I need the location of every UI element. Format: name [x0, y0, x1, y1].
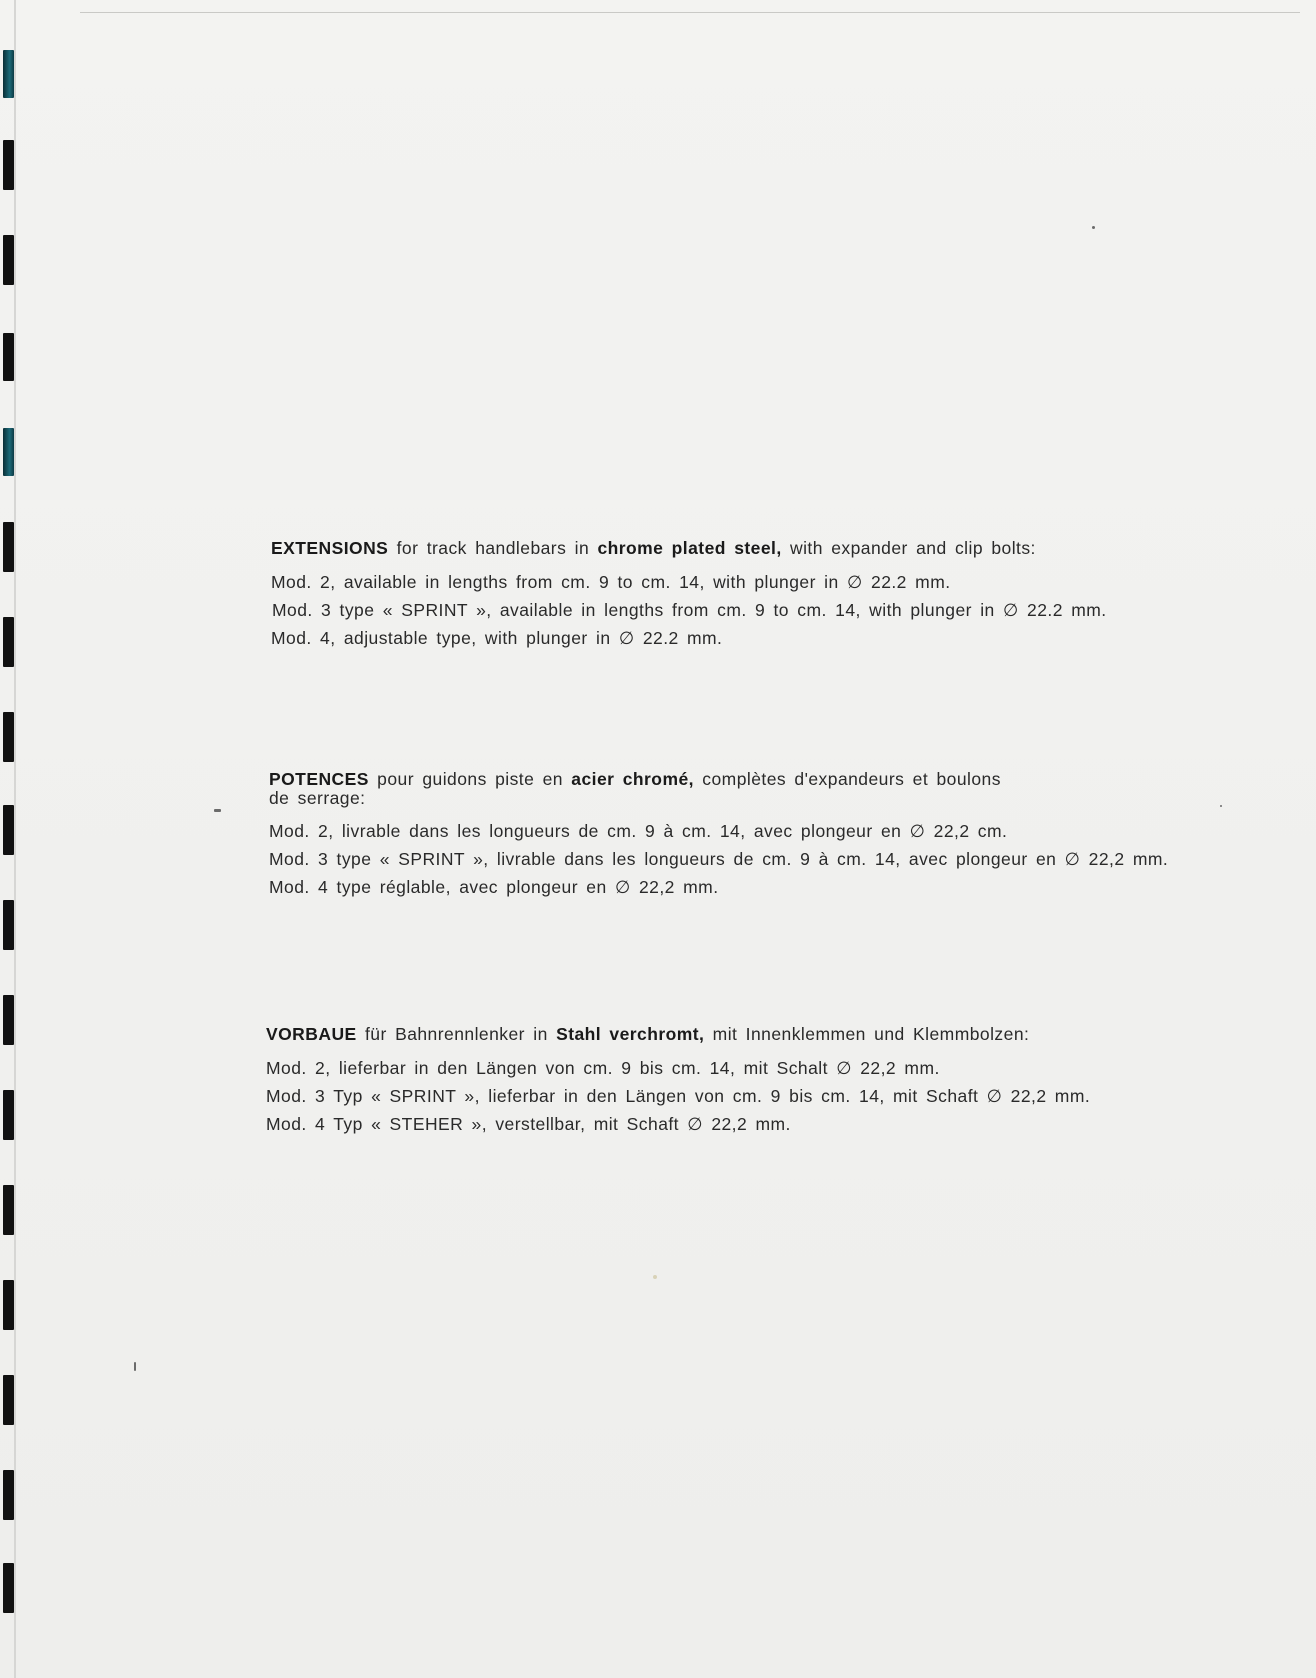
binding-hole [3, 1563, 14, 1613]
binding-hole [3, 140, 14, 190]
model-line: Mod. 4 type réglable, avec plongeur en ∅ 22,2 mm. [269, 877, 719, 897]
binding-hole [3, 1090, 14, 1140]
binding-strip [0, 0, 16, 1678]
binding-hole [3, 1375, 14, 1425]
heading-bold-term: EXTENSIONS [271, 538, 389, 558]
section-english [271, 538, 1107, 652]
heading-bold-material: Stahl verchromt, [556, 1024, 705, 1044]
binding-hole [3, 333, 14, 381]
model-line: Mod. 2, livrable dans les longueurs de cm. 9 à cm. 14, avec plongeur en ∅ 22,2 cm. [269, 821, 1008, 841]
binding-hole [3, 900, 14, 950]
model-line: Mod. 2, lieferbar in den Längen von cm. 9 bis cm. 14, mit Schalt ∅ 22,2 mm. [266, 1058, 940, 1078]
binding-hole [3, 235, 14, 285]
section-heading [266, 1024, 1090, 1045]
binding-hole [3, 428, 14, 476]
paper-speck [653, 1275, 657, 1279]
section-german [266, 1024, 1090, 1138]
binding-hole [3, 1470, 14, 1520]
heading-text: mit Innenklemmen und Klemmbolzen: [704, 1024, 1030, 1044]
heading-text: pour guidons piste en [368, 769, 572, 789]
binding-hole [3, 1185, 14, 1235]
section-french [269, 769, 1169, 901]
model-line: Mod. 3 type « SPRINT », livrable dans les longueurs de cm. 9 à cm. 14, avec plongeur en ∅ 22,2 mm. [269, 849, 1169, 869]
binding-hole [3, 617, 14, 667]
binding-hole [3, 712, 14, 762]
heading-text: complètes d'expandeurs et boulons de serrage: [269, 769, 1001, 808]
section-heading [269, 770, 1029, 808]
heading-text: for track handlebars in [388, 538, 598, 558]
section-heading [271, 538, 1107, 559]
paper-speck [1220, 805, 1222, 807]
binding-hole [3, 522, 14, 572]
binding-hole [3, 805, 14, 855]
model-line: Mod. 4 Typ « STEHER », verstellbar, mit Schaft ∅ 22,2 mm. [266, 1114, 791, 1134]
binding-hole [3, 1280, 14, 1330]
binding-hole [3, 50, 14, 98]
model-line: Mod. 2, available in lengths from cm. 9 to cm. 14, with plunger in ∅ 22.2 mm. [271, 572, 951, 592]
binding-edge [14, 0, 16, 1678]
model-line: Mod. 3 Typ « SPRINT », lieferbar in den Längen von cm. 9 bis cm. 14, mit Schaft ∅ 22,2 mm. [266, 1086, 1091, 1106]
heading-text: with expander and clip bolts: [781, 538, 1036, 558]
paper-speck [214, 809, 221, 812]
model-line: Mod. 4, adjustable type, with plunger in ∅ 22.2 mm. [271, 628, 723, 648]
heading-bold-term: VORBAUE [266, 1024, 357, 1044]
model-line: Mod. 3 type « SPRINT », available in lengths from cm. 9 to cm. 14, with plunger in ∅ 22.2 mm. [272, 600, 1107, 620]
paper-speck [134, 1362, 136, 1371]
heading-bold-material: acier chromé, [571, 769, 694, 789]
paper-speck [1092, 226, 1095, 229]
binding-hole [3, 995, 14, 1045]
heading-bold-term: POTENCES [269, 769, 369, 789]
page-top-edge [80, 12, 1300, 13]
heading-text: für Bahnrennlenker in [356, 1024, 557, 1044]
heading-bold-material: chrome plated steel, [597, 538, 782, 558]
